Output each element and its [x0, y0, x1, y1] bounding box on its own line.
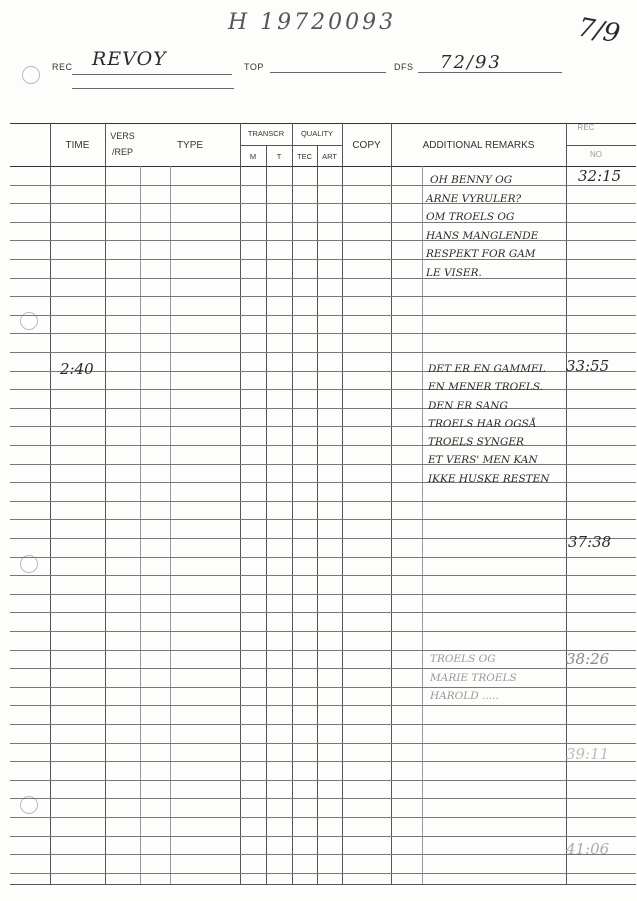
ruled-row-line	[10, 240, 636, 241]
top-label: TOP	[244, 62, 264, 72]
type-header: TYPE	[176, 140, 204, 151]
remark-line: IKKE HUSKE RESTEN	[428, 472, 550, 485]
ruled-row-line	[10, 724, 636, 725]
ruled-row-line	[10, 612, 636, 613]
ruled-row-line	[10, 315, 636, 316]
ruled-row-line	[10, 203, 636, 204]
ruled-row-line	[10, 278, 636, 279]
remark-line: DET ER EN GAMMEL	[428, 363, 546, 375]
rec-value: REVOY	[92, 48, 167, 70]
remark-line: ARNE VYRULER?	[426, 192, 522, 205]
m-header: M	[249, 152, 257, 161]
rec-label: REC	[52, 62, 73, 72]
rec-header: REC	[577, 123, 595, 132]
ruled-row-line	[10, 668, 636, 669]
rep-header: /REP	[111, 147, 133, 157]
entry-1-rec-no: 32:15	[578, 167, 622, 185]
faint-rec-no: 39:11	[566, 745, 610, 763]
remark-line: OH BENNY OG	[430, 174, 513, 186]
ruled-row-line	[10, 352, 636, 353]
remark-line: OM TROELS OG	[426, 211, 515, 223]
ruled-row-line	[10, 650, 636, 651]
ruled-row-line	[10, 798, 636, 799]
ruled-row-line	[10, 557, 636, 558]
ruled-row-line	[10, 538, 636, 539]
faint-rec-no: 41:06	[566, 840, 610, 858]
remark-line: HAROLD .....	[430, 690, 499, 702]
no-header: NO	[590, 150, 602, 159]
remark-line: EN MENER TROELS.	[428, 381, 544, 394]
ruled-row-line	[10, 259, 636, 260]
remark-line: MARIE TROELS	[430, 671, 517, 684]
ruled-row-line	[10, 575, 636, 576]
time-header: TIME	[65, 140, 90, 151]
remark-line: TROELS HAR OGSÅ	[428, 417, 537, 430]
remark-line: LE VISER.	[426, 266, 482, 279]
ruled-row-line	[10, 873, 636, 874]
copy-header: COPY	[352, 140, 381, 151]
ruled-row-line	[10, 519, 636, 520]
entry-4-rec-no: 38:26	[566, 650, 610, 668]
ruled-row-line	[10, 185, 636, 186]
entry-2-rec-no: 33:55	[566, 357, 610, 375]
remark-line: HANS MANGLENDE	[426, 229, 539, 242]
ruled-row-line	[10, 780, 636, 781]
entry-4-remarks	[430, 650, 517, 706]
quality-header: QUALITY	[300, 129, 334, 138]
ruled-row-line	[10, 705, 636, 706]
t-header: T	[276, 152, 282, 161]
archive-number: H 19720093	[228, 10, 397, 35]
remarks-header: ADDITIONAL REMARKS	[422, 140, 535, 151]
ruled-row-line	[10, 333, 636, 334]
ruled-row-line	[10, 836, 636, 837]
remark-line: ET VERS' MEN KAN	[428, 454, 538, 467]
entry-3-rec-no: 37:38	[568, 533, 612, 551]
ruled-row-line	[10, 594, 636, 595]
entry-2-remarks	[428, 360, 550, 488]
art-header: ART	[322, 152, 337, 161]
remark-line: TROELS SYNGER	[428, 436, 524, 449]
ruled-row-line	[10, 687, 636, 688]
ruled-row-line	[10, 296, 636, 297]
page-number: 7/9	[575, 12, 623, 50]
vers-header: VERS	[110, 131, 135, 141]
tec-header: TEC	[297, 152, 312, 161]
ruled-row-line	[10, 854, 636, 855]
entry-1-remarks	[426, 171, 538, 282]
ruled-row-line	[10, 761, 636, 762]
ruled-row-line	[10, 817, 636, 818]
remark-line: TROELS OG	[430, 653, 496, 665]
ruled-row-line	[10, 501, 636, 502]
transcr-header: TRANSCR	[247, 129, 285, 138]
dfs-label: DFS	[394, 62, 414, 72]
entry-2-time: 2:40	[60, 360, 94, 378]
ruled-row-line	[10, 222, 636, 223]
ruled-row-line	[10, 631, 636, 632]
remark-line: DEN ER SANG	[428, 399, 508, 412]
dfs-value: 72/93	[440, 52, 502, 73]
ruled-row-line	[10, 743, 636, 744]
punch-hole	[22, 66, 40, 84]
remark-line: RESPEKT FOR GAM	[426, 248, 536, 260]
